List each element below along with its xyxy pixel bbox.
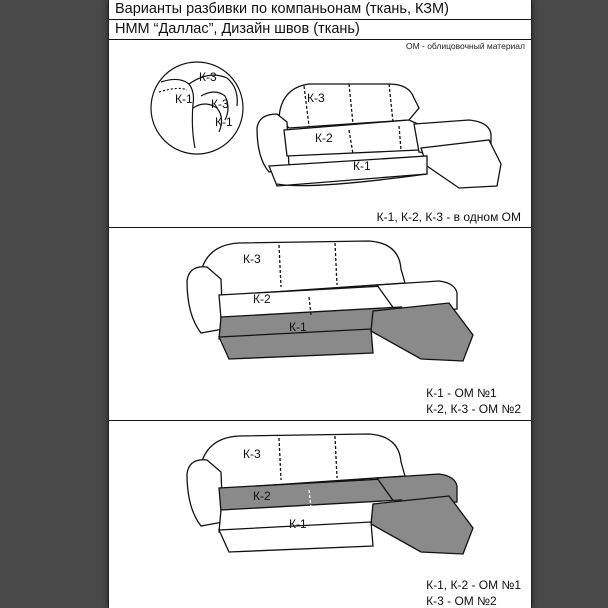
document-sheet [108,0,532,608]
v3-label-k1: К-1 [289,517,307,531]
variant1-caption [377,209,521,225]
detail-label-k3-right: К-3 [211,97,229,111]
section-divider-2 [109,420,532,421]
variant2-caption [426,385,521,417]
material-note: ОМ - облицовочный материал [405,41,525,51]
v2-label-k3: К-3 [243,252,261,266]
variant1-caption-line1: К-1, К-2, К-3 - в одном ОМ [376,210,521,224]
variant2-caption-line2: К-2, К-3 - ОМ №2 [426,402,521,416]
section-divider-1 [109,227,532,228]
v1-label-k2: К-2 [315,131,333,145]
v3-label-k3: К-3 [243,447,261,461]
v2-label-k1: К-1 [289,320,307,334]
document-title: Варианты разбивки по компаньонам (ткань, КЗМ) [109,0,532,20]
detail-label-k3-top: К-3 [199,70,217,84]
sofa-outline-variant2 [187,241,473,361]
variant3-caption-line1: К-1, К-2 - ОМ №1 [426,578,521,592]
variant3-drawing [109,428,532,563]
document-subtitle: НММ “Даллас”, Дизайн швов (ткань) [109,20,532,40]
detail-label-k1-right: К-1 [215,115,233,129]
sofa-outline-variant1 [257,84,501,188]
v3-label-k2: К-2 [253,489,271,503]
variant2-drawing [109,235,532,370]
detail-label-k1-left: К-1 [175,92,193,106]
v1-label-k1: К-1 [353,159,371,173]
v2-label-k2: К-2 [253,292,271,306]
sofa-outline-variant3 [187,434,473,554]
variant3-caption-line2: К-3 - ОМ №2 [426,594,497,608]
variant2-caption-line1: К-1 - ОМ №1 [426,386,497,400]
seam-detail-circle [151,62,243,154]
variant3-caption [426,577,521,608]
variant1-drawing [109,48,532,223]
v1-label-k3: К-3 [307,91,325,105]
